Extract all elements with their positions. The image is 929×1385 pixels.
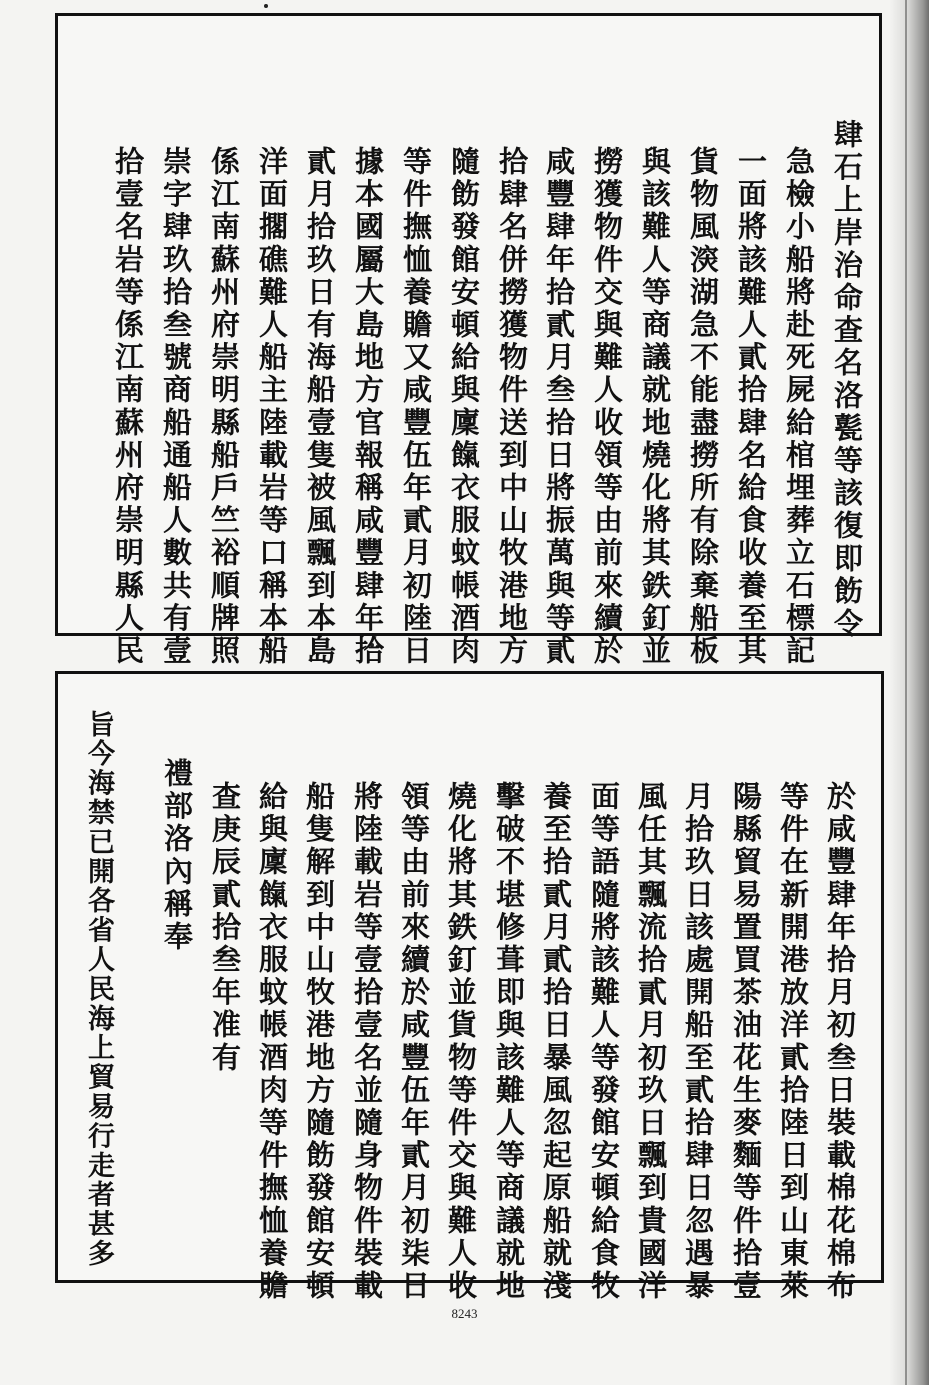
upper-text-frame: [55, 13, 882, 668]
lower-column-3: 陽縣貿易置買茶油花生麥麵等件拾壹: [729, 781, 763, 1303]
upper-column-2: 急檢小船將赴死屍給棺埋葬立石標記: [782, 146, 816, 668]
upper-column-5: 與該難人等商議就地燒化將其鉄釘並: [638, 146, 672, 668]
upper-column-1: 肆石上岸治命查名洛甏等該復即飭令: [830, 119, 864, 641]
lower-column-8: 擊破不堪修葺即與該難人等商議就地: [492, 781, 526, 1303]
lower-column-5: 風任其飄流拾貳月初玖日飄到貴國洋: [634, 781, 668, 1303]
lower-column-14: 查庚辰貳拾叁年准有: [208, 781, 242, 1075]
upper-column-14: 係江南蘇州府崇明縣船戶竺裕順牌照: [207, 146, 241, 668]
upper-column-8: 拾肆名併撈獲物件送到中山牧港地方: [495, 146, 529, 668]
lower-column-15: 禮部洛內稱奉: [160, 758, 194, 954]
upper-column-12: 貳月拾玖日有海船壹隻被風飄到本島: [303, 146, 337, 668]
lower-column-6: 面等語隨將該難人等發館安頓給食牧: [587, 781, 621, 1303]
lower-column-12: 船隻解到中山牧港地方隨飭發館安頓: [302, 781, 336, 1303]
upper-column-15: 崇字肆玖拾叁號商船通船人數共有壹: [159, 146, 193, 668]
upper-column-4: 貨物風㴱湖急不能盡撈所有除棄船板: [686, 146, 720, 668]
upper-column-11: 據本國屬大島地方官報稱咸豐肆年拾: [351, 146, 385, 668]
upper-column-9: 隨飭發館安頓給與廩餼衣服蚊帳酒肉: [447, 146, 481, 668]
upper-column-6: 撈獲物件交與難人收領等由前來續於: [590, 146, 624, 668]
binding-shadow: [889, 0, 929, 1385]
upper-column-13: 洋面擱礁難人船主陸載岩等口稱本船: [255, 146, 289, 668]
upper-column-7: 咸豐肆年拾貳月叁拾日將振萬與等貳: [542, 146, 576, 668]
lower-column-1: 於咸豐肆年拾月初叁日裝載棉花棉布: [823, 781, 857, 1303]
lower-column-16: 旨今海禁已開各省人民海上貿易行走者甚多: [83, 710, 114, 1269]
lower-column-13: 給與廩餼衣服蚊帳酒肉等件撫恤養贍: [255, 781, 289, 1303]
lower-column-9: 燒化將其鉄釘並貨物等件交與難人收: [444, 781, 478, 1303]
binding-edge: [905, 0, 907, 1385]
page-number: 8243: [451, 1306, 478, 1321]
lower-text-frame: [55, 671, 884, 1303]
upper-column-10: 等件撫恤養贍又咸豐伍年貳月初陸日: [399, 146, 433, 668]
ink-speck: [264, 4, 268, 8]
lower-column-2: 等件在新開港放洋貳拾陸日到山東萊: [776, 781, 810, 1303]
lower-column-4: 月拾玖日該處開船至貳拾肆日忽遇暴: [681, 781, 715, 1303]
upper-column-16: 拾壹名岩等係江南蘇州府崇明縣人民: [111, 146, 145, 668]
lower-column-11: 將陸載岩等壹拾壹名並隨身物件裝載: [350, 781, 384, 1303]
lower-column-7: 養至拾貳月貳拾日暴風忽起原船就淺: [539, 781, 573, 1303]
lower-column-10: 領等由前來續於咸豐伍年貳月初柒日: [397, 781, 431, 1303]
upper-column-3: 一面將該難人貳拾肆名給食收養至其: [734, 146, 768, 668]
